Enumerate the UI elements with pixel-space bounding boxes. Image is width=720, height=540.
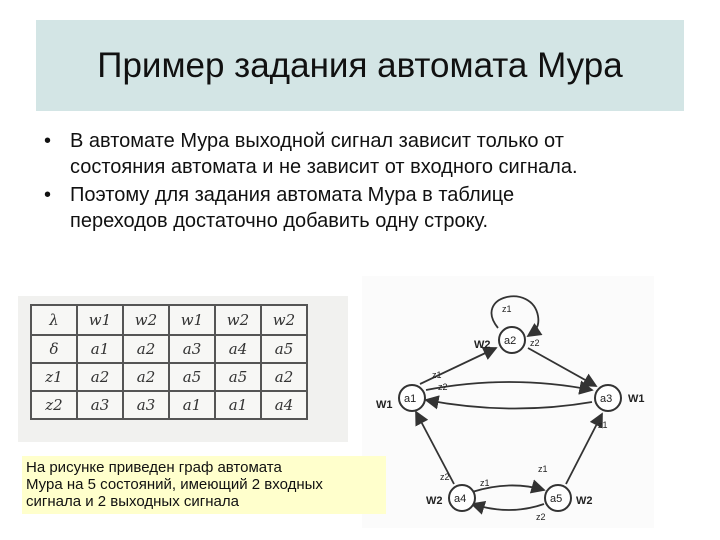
edge-a2-a3 <box>528 348 596 386</box>
caption-line: сигнала и 2 выходных сигнала <box>26 493 239 510</box>
transition-table-image <box>18 296 348 442</box>
bullet-line: состояния автомата и не зависит от входного сигнала. <box>70 156 578 178</box>
table-cell: λ <box>31 305 77 335</box>
title-bar <box>36 20 684 111</box>
table-cell: z1 <box>31 363 77 391</box>
output-label-a2: z1 <box>502 304 512 314</box>
output-label-a4: W2 <box>426 495 443 507</box>
table-cell: a2 <box>261 363 307 391</box>
table-cell: a1 <box>77 335 123 363</box>
edge-a5-a3 <box>566 414 602 484</box>
edge-label: z2 <box>440 472 450 482</box>
figure-caption <box>22 456 386 514</box>
table-cell: a2 <box>123 335 169 363</box>
edge-label: z1 <box>432 370 442 380</box>
state-label-a2: a2 <box>504 335 517 347</box>
bullet-list <box>44 128 704 236</box>
table-cell: w1 <box>77 305 123 335</box>
table-cell: a5 <box>169 363 215 391</box>
table-cell: δ <box>31 335 77 363</box>
bullet-line: переходов достаточно добавить одну строку. <box>70 210 489 232</box>
table-cell: a2 <box>123 363 169 391</box>
table-cell: w2 <box>123 305 169 335</box>
table-row <box>31 305 307 335</box>
table-cell: a3 <box>123 391 169 419</box>
caption-line: На рисунке приведен граф автомата <box>26 459 282 476</box>
state-label-a1: a1 <box>404 393 417 405</box>
table-cell: w2 <box>215 305 261 335</box>
table-cell: w1 <box>169 305 215 335</box>
state-label-a5: a5 <box>550 493 563 505</box>
edge-label: z1 <box>480 478 490 488</box>
table-cell: a1 <box>215 391 261 419</box>
edge-label: z2 <box>530 338 540 348</box>
table-row <box>31 335 307 363</box>
table-cell: a4 <box>215 335 261 363</box>
bullet-item <box>44 182 704 234</box>
edge-label: z1 <box>598 420 608 430</box>
table-cell: a1 <box>169 391 215 419</box>
state-label-a4: a4 <box>454 493 467 505</box>
caption-line: Мура на 5 состояний, имеющий 2 входных <box>26 476 323 493</box>
bullet-dot-icon: • <box>44 130 52 152</box>
transition-table <box>30 304 308 420</box>
bullet-dot-icon: • <box>44 184 52 206</box>
output-label-a1: W1 <box>376 399 393 411</box>
moore-graph-image <box>362 276 654 528</box>
table-cell: a4 <box>261 391 307 419</box>
state-label-a3: a3 <box>600 393 613 405</box>
table-cell: w2 <box>261 305 307 335</box>
table-cell: a5 <box>261 335 307 363</box>
output-label-a3: W1 <box>628 393 645 405</box>
table-cell: a3 <box>169 335 215 363</box>
edge-label: z1 <box>538 464 548 474</box>
moore-graph <box>362 276 654 528</box>
table-row <box>31 363 307 391</box>
table-cell: a3 <box>77 391 123 419</box>
bullet-item <box>44 128 704 180</box>
table-row <box>31 391 307 419</box>
edge-a5-a4 <box>472 504 544 510</box>
bullet-line: В автомате Мура выходной сигнал зависит только от <box>70 130 564 152</box>
table-cell: a2 <box>77 363 123 391</box>
slide-title: Пример задания автомата Мура <box>97 45 623 85</box>
edge-label: W2 <box>474 339 491 351</box>
edge-label: z2 <box>438 382 448 392</box>
edge-label: z2 <box>536 512 546 522</box>
edge-a3-a1 <box>426 400 592 409</box>
bullet-line: Поэтому для задания автомата Мура в таблице <box>70 184 515 206</box>
edge-a1-a3 <box>426 382 592 390</box>
table-cell: z2 <box>31 391 77 419</box>
output-label-a5: W2 <box>576 495 593 507</box>
table-cell: a5 <box>215 363 261 391</box>
